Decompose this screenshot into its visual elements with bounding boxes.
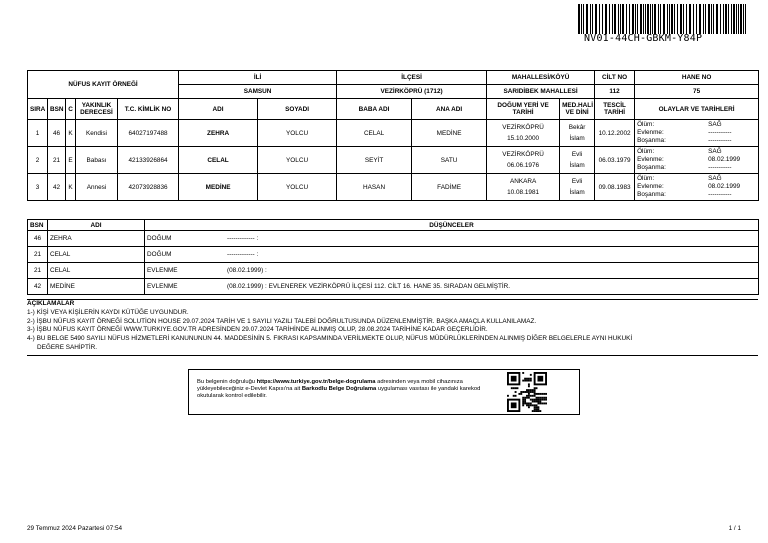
- cell-adi: MEDİNE: [179, 174, 258, 201]
- event-line: [637, 156, 756, 164]
- note-detail: (08.02.1999) :: [227, 267, 267, 274]
- event-label: Evlenme:: [637, 183, 664, 190]
- event-line: [637, 121, 756, 129]
- barcode-bar: [602, 4, 603, 34]
- barcode-bar: [637, 4, 638, 34]
- registry-table: [27, 70, 759, 201]
- barcode-bar: [586, 4, 588, 34]
- mahalle-value: SARIDİBEK MAHALLESİ: [487, 85, 595, 99]
- col-yakinlik: YAKINLIK DERECESİ: [76, 99, 118, 120]
- person-row: [28, 174, 759, 201]
- event-line: [637, 129, 756, 137]
- event-label: Evlenme:: [637, 156, 664, 163]
- cell-baba: HASAN: [337, 174, 412, 201]
- col-sira: SIRA: [28, 99, 48, 120]
- barcode-bar: [590, 4, 591, 34]
- document-id: NV01-44CH-GBKM-Y84P: [584, 33, 703, 44]
- barcode-bar: [632, 4, 634, 34]
- verification-box: [188, 369, 580, 415]
- col-bsn: BSN: [48, 99, 66, 120]
- cell-olaylar: [635, 174, 759, 201]
- col-olaylar: OLAYLAR VE TARİHLERİ: [635, 99, 759, 120]
- event-label: Ölüm:: [637, 175, 655, 182]
- cell-bsn: 42: [48, 174, 66, 201]
- qr-code-icon: [507, 372, 547, 412]
- barcode-bar: [643, 4, 644, 34]
- note-dusunce: [145, 263, 759, 279]
- cell-yakinlik: Kendisi: [76, 120, 118, 147]
- event-value: -----------: [708, 164, 732, 171]
- note-adi: MEDİNE: [48, 279, 145, 295]
- barcode-bar: [595, 4, 597, 34]
- barcode-bar: [740, 4, 742, 34]
- barcode-bar: [581, 4, 582, 34]
- note-row: [28, 279, 759, 295]
- note-event: EVLENME: [147, 267, 178, 274]
- col-tc: T.C. KİMLİK NO: [118, 99, 179, 120]
- birth-place: VEZİRKÖPRÜ: [502, 151, 544, 158]
- birth-date: 10.08.1981: [507, 189, 540, 196]
- col-ana: ANA ADI: [412, 99, 487, 120]
- hane-value: 75: [635, 85, 759, 99]
- barcode-bar: [693, 4, 694, 34]
- religion: İslam: [569, 162, 585, 169]
- verification-url[interactable]: https://www.turkiye.gov.tr/belge-dogrulama: [256, 379, 376, 385]
- cell-tc: 42133926864: [118, 147, 179, 174]
- barcode-bar: [696, 4, 697, 34]
- cell-bsn: 46: [48, 120, 66, 147]
- event-label: Boşanma:: [637, 137, 666, 144]
- verification-text: Bu belgenin doğruluğu https://www.turkiye.gov.tr/belge-dogrulama adresinden veya mobil cihazınıza yükleyebileceğiniz e-Devlet Kapısı'na ait Barkodlu Belge Doğrulama uygulaması vasıtası ile yandaki karekod okutularak kontrol edilebilir.: [197, 379, 481, 400]
- note-dusunce: [145, 279, 759, 295]
- event-line: [637, 164, 756, 172]
- religion: İslam: [569, 189, 585, 196]
- note-dusunce: [145, 247, 759, 263]
- barcode-bar: [599, 4, 600, 34]
- notes-col-bsn: BSN: [28, 220, 48, 231]
- barcode-bar: [716, 4, 718, 34]
- note-dusunce: [145, 231, 759, 247]
- religion: İslam: [569, 135, 585, 142]
- footer-datetime: 29 Temmuz 2024 Pazartesi 07:54: [27, 525, 123, 532]
- barcode-bar: [667, 4, 668, 34]
- barcode-bar: [711, 4, 712, 34]
- person-row: [28, 120, 759, 147]
- cell-cinsiyet: E: [66, 147, 76, 174]
- explanations-title: AÇIKLAMALAR: [27, 300, 75, 307]
- barcode-bar: [583, 4, 584, 34]
- barcode-bar: [669, 4, 670, 34]
- marital-status: Evli: [571, 178, 583, 185]
- cell-dogum: [487, 147, 560, 174]
- note-event: DOĞUM: [147, 235, 172, 242]
- barcode-bar: [660, 4, 661, 34]
- event-label: Evlenme:: [637, 129, 664, 136]
- il-label: İLİ: [179, 71, 337, 85]
- cell-tescil: 09.08.1983: [595, 174, 635, 201]
- cell-sira: 3: [28, 174, 48, 201]
- explanation-item: 2-) İŞBU NÜFUS KAYIT ÖRNEĞİ SOLUTİON HOUSE 29.07.2024 TARİH VE 1 SAYILI YAZILI TALEBİ DOĞRULTUSUNDA DÜZENLENMİŞTİR. BAŞKA AMAÇLA KULLANILAMAZ.: [27, 317, 537, 325]
- barcode-bar: [725, 4, 727, 34]
- marital-status: Evli: [571, 151, 583, 158]
- cell-olaylar: [635, 147, 759, 174]
- barcode-bar: [654, 4, 656, 34]
- cell-sira: 2: [28, 147, 48, 174]
- col-medeni: MED.HALİ VE DİNİ: [560, 99, 595, 120]
- barcode-bar: [652, 4, 653, 34]
- barcode-bar: [635, 4, 636, 34]
- barcode-bar: [731, 4, 732, 34]
- note-row: [28, 231, 759, 247]
- cell-baba: SEYİT: [337, 147, 412, 174]
- cell-sira: 1: [28, 120, 48, 147]
- cell-soyadi: YOLCU: [258, 147, 337, 174]
- explanation-item: DEĞERE SAHİPTİR.: [37, 343, 98, 351]
- event-label: Ölüm:: [637, 148, 655, 155]
- note-bsn: 21: [28, 247, 48, 263]
- barcode-bar: [723, 4, 724, 34]
- cell-tescil: 06.03.1979: [595, 147, 635, 174]
- col-adi: ADI: [179, 99, 258, 120]
- cell-ana: SATU: [412, 147, 487, 174]
- barcode-bar: [743, 4, 744, 34]
- barcode-bar: [609, 4, 610, 34]
- note-detail: (08.02.1999) : EVLENEREK VEZİRKÖPRÜ İLÇESİ 112. CİLT 16. HANE 35. SIRADAN GELMİŞTİR.: [227, 283, 511, 290]
- il-value: SAMSUN: [179, 85, 337, 99]
- barcode-bar: [677, 4, 678, 34]
- cell-tc: 64027197488: [118, 120, 179, 147]
- note-bsn: 42: [28, 279, 48, 295]
- notes-col-dusunceler: DÜŞÜNCELER: [145, 220, 759, 231]
- verification-app: Barkodlu Belge Doğrulama: [301, 386, 377, 393]
- explanation-item: 3-) İŞBU NÜFUS KAYIT ÖRNEĞİ WWW.TURKIYE.GOV.TR ADRESİNDEN 29.07.2024 TARİHİNDE ALINMIŞ OLUP, 28.08.2024 TARİHİNE KADAR GEÇERLİDİR.: [27, 326, 488, 334]
- barcode-bar: [674, 4, 675, 34]
- barcode-bar: [713, 4, 714, 34]
- event-value: 08.02.1999: [708, 156, 741, 163]
- barcode-bar: [736, 4, 737, 34]
- event-value: SAĞ: [708, 175, 722, 182]
- explanations: [27, 299, 758, 356]
- note-bsn: 46: [28, 231, 48, 247]
- birth-place: ANKARA: [509, 178, 537, 185]
- barcode-bar: [658, 4, 659, 34]
- note-detail: ------------- :: [227, 251, 259, 258]
- cell-medeni: [560, 120, 595, 147]
- barcode-bar: [592, 4, 593, 34]
- barcode-bar: [705, 4, 706, 34]
- cell-tc: 42073928836: [118, 174, 179, 201]
- cilt-value: 112: [595, 85, 635, 99]
- barcode-bar: [612, 4, 613, 34]
- event-label: Boşanma:: [637, 164, 666, 171]
- event-line: [637, 148, 756, 156]
- cell-soyadi: YOLCU: [258, 120, 337, 147]
- marital-status: Bekâr: [568, 124, 586, 131]
- barcode-bar: [620, 4, 621, 34]
- event-line: [637, 175, 756, 183]
- event-value: SAĞ: [708, 121, 722, 128]
- barcode-bar: [626, 4, 627, 34]
- barcode-bar: [689, 4, 691, 34]
- barcode-bar: [708, 4, 710, 34]
- col-baba: BABA ADI: [337, 99, 412, 120]
- col-tescil: TESCİL TARİHİ: [595, 99, 635, 120]
- cell-tescil: 10.12.2002: [595, 120, 635, 147]
- cell-cinsiyet: K: [66, 174, 76, 201]
- cell-baba: CELAL: [337, 120, 412, 147]
- explanation-item: 4-) BU BELGE 5490 SAYILI NÜFUS HİZMETLERİ KANUNUNUN 44. MADDESİNİN 5. FIKRASI KAPSAMINDA VERİLMEKTE OLUP, NÜFUS MÜDÜRLÜKLERİNDEN ALINMIŞ DİĞER BELGELERLE AYNI HUKUKİ: [27, 335, 633, 343]
- event-line: [637, 137, 756, 145]
- cell-ana: MEDİNE: [412, 120, 487, 147]
- barcode-bar: [578, 4, 580, 34]
- barcode-bar: [703, 4, 704, 34]
- barcode-bar: [645, 4, 646, 34]
- cell-medeni: [560, 174, 595, 201]
- note-bsn: 21: [28, 263, 48, 279]
- barcode-bar: [745, 4, 746, 34]
- notes-col-adi: ADI: [48, 220, 145, 231]
- mahalle-label: MAHALLESİ/KÖYÜ: [487, 71, 595, 85]
- barcode-bar: [647, 4, 649, 34]
- cell-dogum: [487, 174, 560, 201]
- cell-soyadi: YOLCU: [258, 174, 337, 201]
- barcode-bar: [738, 4, 739, 34]
- cilt-label: CİLT NO: [595, 71, 635, 85]
- event-value: SAĞ: [708, 148, 722, 155]
- document-title: NÜFUS KAYIT ÖRNEĞİ: [28, 71, 179, 99]
- barcode-bar: [622, 4, 624, 34]
- barcode-bar: [680, 4, 682, 34]
- cell-adi: CELAL: [179, 147, 258, 174]
- cell-adi: ZEHRA: [179, 120, 258, 147]
- cell-medeni: [560, 147, 595, 174]
- barcode-bar: [699, 4, 701, 34]
- cell-bsn: 21: [48, 147, 66, 174]
- event-value: -----------: [708, 129, 732, 136]
- col-c: C: [66, 99, 76, 120]
- note-event: EVLENME: [147, 283, 178, 290]
- cell-yakinlik: Babası: [76, 147, 118, 174]
- birth-date: 15.10.2000: [507, 135, 540, 142]
- note-event: DOĞUM: [147, 251, 172, 258]
- barcode: [578, 4, 748, 34]
- event-label: Boşanma:: [637, 191, 666, 198]
- hane-label: HANE NO: [635, 71, 759, 85]
- note-detail: ------------- :: [227, 235, 259, 242]
- cell-yakinlik: Annesi: [76, 174, 118, 201]
- barcode-bar: [605, 4, 607, 34]
- event-line: [637, 183, 756, 191]
- event-value: 08.02.1999: [708, 183, 741, 190]
- birth-date: 06.06.1976: [507, 162, 540, 169]
- cell-cinsiyet: K: [66, 120, 76, 147]
- birth-place: VEZİRKÖPRÜ: [502, 124, 544, 131]
- person-row: [28, 147, 759, 174]
- barcode-bar: [650, 4, 651, 34]
- barcode-bar: [728, 4, 729, 34]
- notes-table: [27, 219, 759, 295]
- event-value: -----------: [708, 191, 732, 198]
- footer-page-number: 1 / 1: [728, 525, 741, 532]
- barcode-bar: [640, 4, 642, 34]
- note-row: [28, 247, 759, 263]
- event-line: [637, 191, 756, 199]
- explanation-item: 1-) KİŞİ VEYA KİŞİLERİN KAYDI KÜTÜĞE UYGUNDUR.: [27, 308, 189, 316]
- cell-dogum: [487, 120, 560, 147]
- barcode-bar: [733, 4, 735, 34]
- note-adi: ZEHRA: [48, 231, 145, 247]
- barcode-bar: [683, 4, 684, 34]
- barcode-bar: [720, 4, 721, 34]
- col-dogum: DOĞUM YERİ VE TARİHİ: [487, 99, 560, 120]
- barcode-bar: [618, 4, 619, 34]
- event-label: Ölüm:: [637, 121, 655, 128]
- cell-ana: FADİME: [412, 174, 487, 201]
- ilce-value: VEZİRKÖPRÜ (1712): [337, 85, 487, 99]
- barcode-bar: [686, 4, 687, 34]
- barcode-bar: [614, 4, 616, 34]
- cell-olaylar: [635, 120, 759, 147]
- barcode-bar: [663, 4, 665, 34]
- barcode-bar: [629, 4, 630, 34]
- note-row: [28, 263, 759, 279]
- event-value: -----------: [708, 137, 732, 144]
- ilce-label: İLÇESİ: [337, 71, 487, 85]
- note-adi: CELAL: [48, 247, 145, 263]
- barcode-bar: [671, 4, 673, 34]
- note-adi: CELAL: [48, 263, 145, 279]
- col-soyadi: SOYADI: [258, 99, 337, 120]
